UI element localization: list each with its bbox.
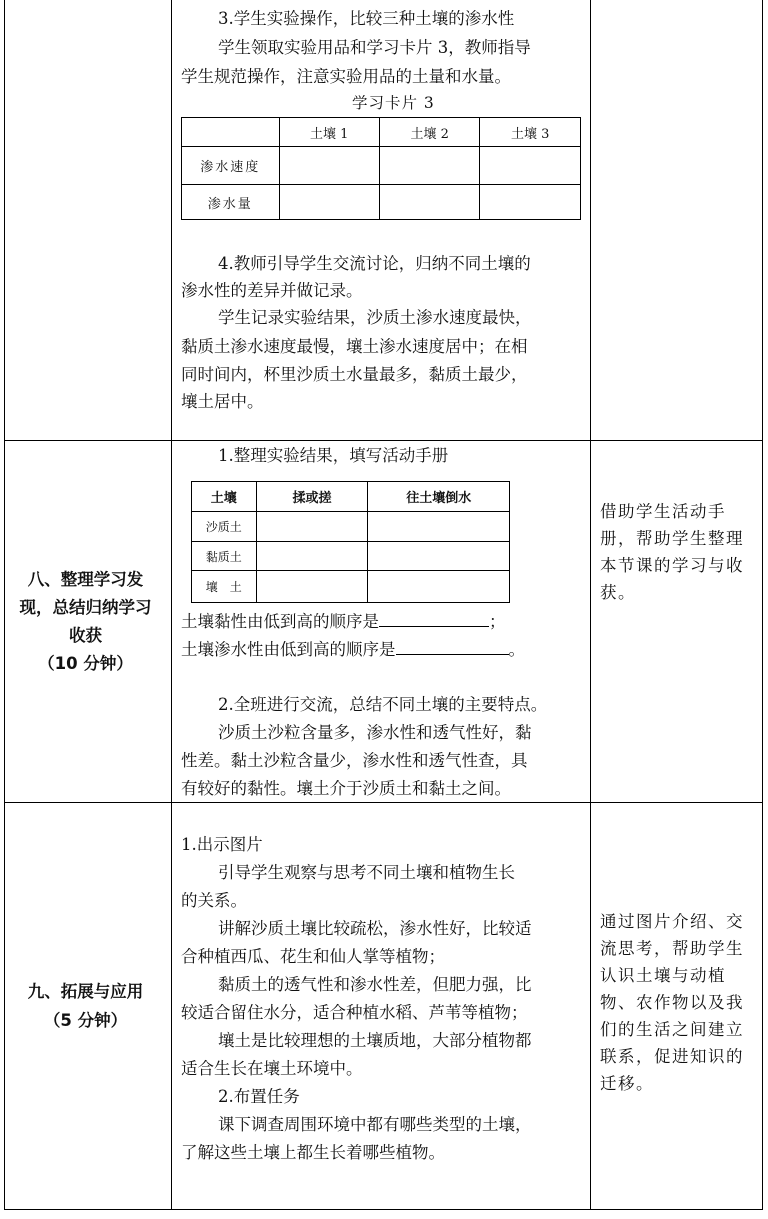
text-line: 渗水性的差异并做记录。 xyxy=(181,281,363,300)
text-line: 2.全班进行交流，总结不同土壤的主要特点。 xyxy=(218,695,548,714)
note-line: 联系，促进知识的 xyxy=(600,1047,744,1066)
fill-in-prompt: 土壤黏性由低到高的顺序是 xyxy=(181,612,379,631)
table-row-label: 沙质土 xyxy=(192,512,257,542)
text-line: 1.整理实验结果，填写活动手册 xyxy=(218,446,449,465)
fill-in-line xyxy=(181,607,506,636)
table-cell xyxy=(368,542,510,571)
section-title-line: 现，总结归纳学习 xyxy=(19,598,152,617)
card-title: 学习卡片 3 xyxy=(352,94,435,112)
text-line: 引导学生观察与思考不同土壤和植物生长 xyxy=(218,863,515,882)
learning-card-table xyxy=(181,117,581,220)
table-cell xyxy=(256,542,368,571)
note-line: 物、农作物以及我 xyxy=(600,993,744,1012)
table-cell xyxy=(480,185,581,220)
text-line: 3.学生实验操作，比较三种土壤的渗水性 xyxy=(218,9,515,28)
table-border-right xyxy=(762,0,763,1210)
fill-in-end: 。 xyxy=(508,640,525,659)
table-cell xyxy=(368,512,510,542)
table-header-cell: 土壤 1 xyxy=(279,118,379,147)
note-line: 本节课的学习与收 xyxy=(600,556,744,575)
text-line: 的关系。 xyxy=(181,891,247,910)
answer-blank[interactable] xyxy=(379,608,489,627)
text-line: 有较好的黏性。壤土介于沙质土和黏土之间。 xyxy=(181,779,511,798)
note-line: 获。 xyxy=(600,583,636,602)
section-title-line: （5 分钟） xyxy=(43,1011,128,1030)
text-line: 学生领取实验用品和学习卡片 3，教师指导 xyxy=(218,38,531,57)
text-line: 合种植西瓜、花生和仙人掌等植物； xyxy=(181,947,445,966)
text-line: 黏质土渗水速度最慢，壤土渗水速度居中；在相 xyxy=(181,337,528,356)
text-line: 同时间内，杯里沙质土水量最多，黏质土最少， xyxy=(181,365,528,384)
fill-in-end: ； xyxy=(489,612,506,631)
text-line: 2.布置任务 xyxy=(218,1087,300,1106)
section-title-line: 八、整理学习发 xyxy=(27,570,144,589)
note-line: 借助学生活动手 xyxy=(600,502,726,521)
text-line: 壤土居中。 xyxy=(181,392,264,411)
table-header-cell: 土壤 3 xyxy=(480,118,581,147)
text-line: 性差。黏土沙粒含量少，渗水性和透气性查，具 xyxy=(181,751,528,770)
note-line: 流思考，帮助学生 xyxy=(600,939,744,958)
table-cell xyxy=(380,147,480,185)
text-line: 1.出示图片 xyxy=(181,835,263,854)
table-row-label: 壤 土 xyxy=(192,571,257,603)
table-border-col2 xyxy=(590,0,591,1210)
section-title-line: 九、拓展与应用 xyxy=(27,982,144,1001)
table-header-cell: 土壤 xyxy=(192,482,257,512)
table-cell xyxy=(279,185,379,220)
fill-in-line xyxy=(181,635,525,664)
text-line: 沙质土沙粒含量多，渗水性和透气性好，黏 xyxy=(218,723,532,742)
note-line: 册，帮助学生整理 xyxy=(600,529,744,548)
table-cell xyxy=(279,147,379,185)
section-title-line: （10 分钟） xyxy=(38,654,133,673)
table-header-cell xyxy=(182,118,280,147)
table-row-label: 黏质土 xyxy=(192,542,257,571)
activity-table xyxy=(191,481,510,603)
note-line: 通过图片介绍、交 xyxy=(600,912,744,931)
section-title-line: 收获 xyxy=(69,626,102,645)
text-line: 壤土是比较理想的土壤质地，大部分植物都 xyxy=(218,1031,532,1050)
table-cell xyxy=(368,571,510,603)
table-border-col1 xyxy=(171,0,172,1210)
table-header-cell: 往土壤倒水 xyxy=(368,482,510,512)
answer-blank[interactable] xyxy=(396,636,509,655)
table-cell xyxy=(256,571,368,603)
text-line: 讲解沙质土壤比较疏松，渗水性好，比较适 xyxy=(218,919,532,938)
text-line: 适合生长在壤土环境中。 xyxy=(181,1059,363,1078)
text-line: 学生记录实验结果，沙质土渗水速度最快， xyxy=(218,308,532,327)
table-cell xyxy=(256,512,368,542)
text-line: 黏质土的透气性和渗水性差，但肥力强，比 xyxy=(218,975,532,994)
note-line: 认识土壤与动植 xyxy=(600,966,726,985)
text-line: 课下调查周围环境中都有哪些类型的土壤， xyxy=(218,1115,532,1134)
table-header-cell: 土壤 2 xyxy=(380,118,480,147)
text-line: 4.教师引导学生交流讨论，归纳不同土壤的 xyxy=(218,254,531,273)
table-border-bottom xyxy=(4,1209,763,1210)
table-row-label: 渗水量 xyxy=(182,185,280,220)
text-line: 学生规范操作，注意实验用品的土量和水量。 xyxy=(181,67,511,86)
text-line: 较适合留住水分，适合种植水稻、芦苇等植物； xyxy=(181,1003,528,1022)
note-line: 们的生活之间建立 xyxy=(600,1020,744,1039)
table-header-cell: 揉或搓 xyxy=(256,482,368,512)
text-line: 了解这些土壤上都生长着哪些植物。 xyxy=(181,1143,445,1162)
table-cell xyxy=(380,185,480,220)
table-row-label: 渗水速度 xyxy=(182,147,280,185)
fill-in-prompt: 土壤渗水性由低到高的顺序是 xyxy=(181,640,396,659)
note-line: 迁移。 xyxy=(600,1074,654,1093)
table-cell xyxy=(480,147,581,185)
